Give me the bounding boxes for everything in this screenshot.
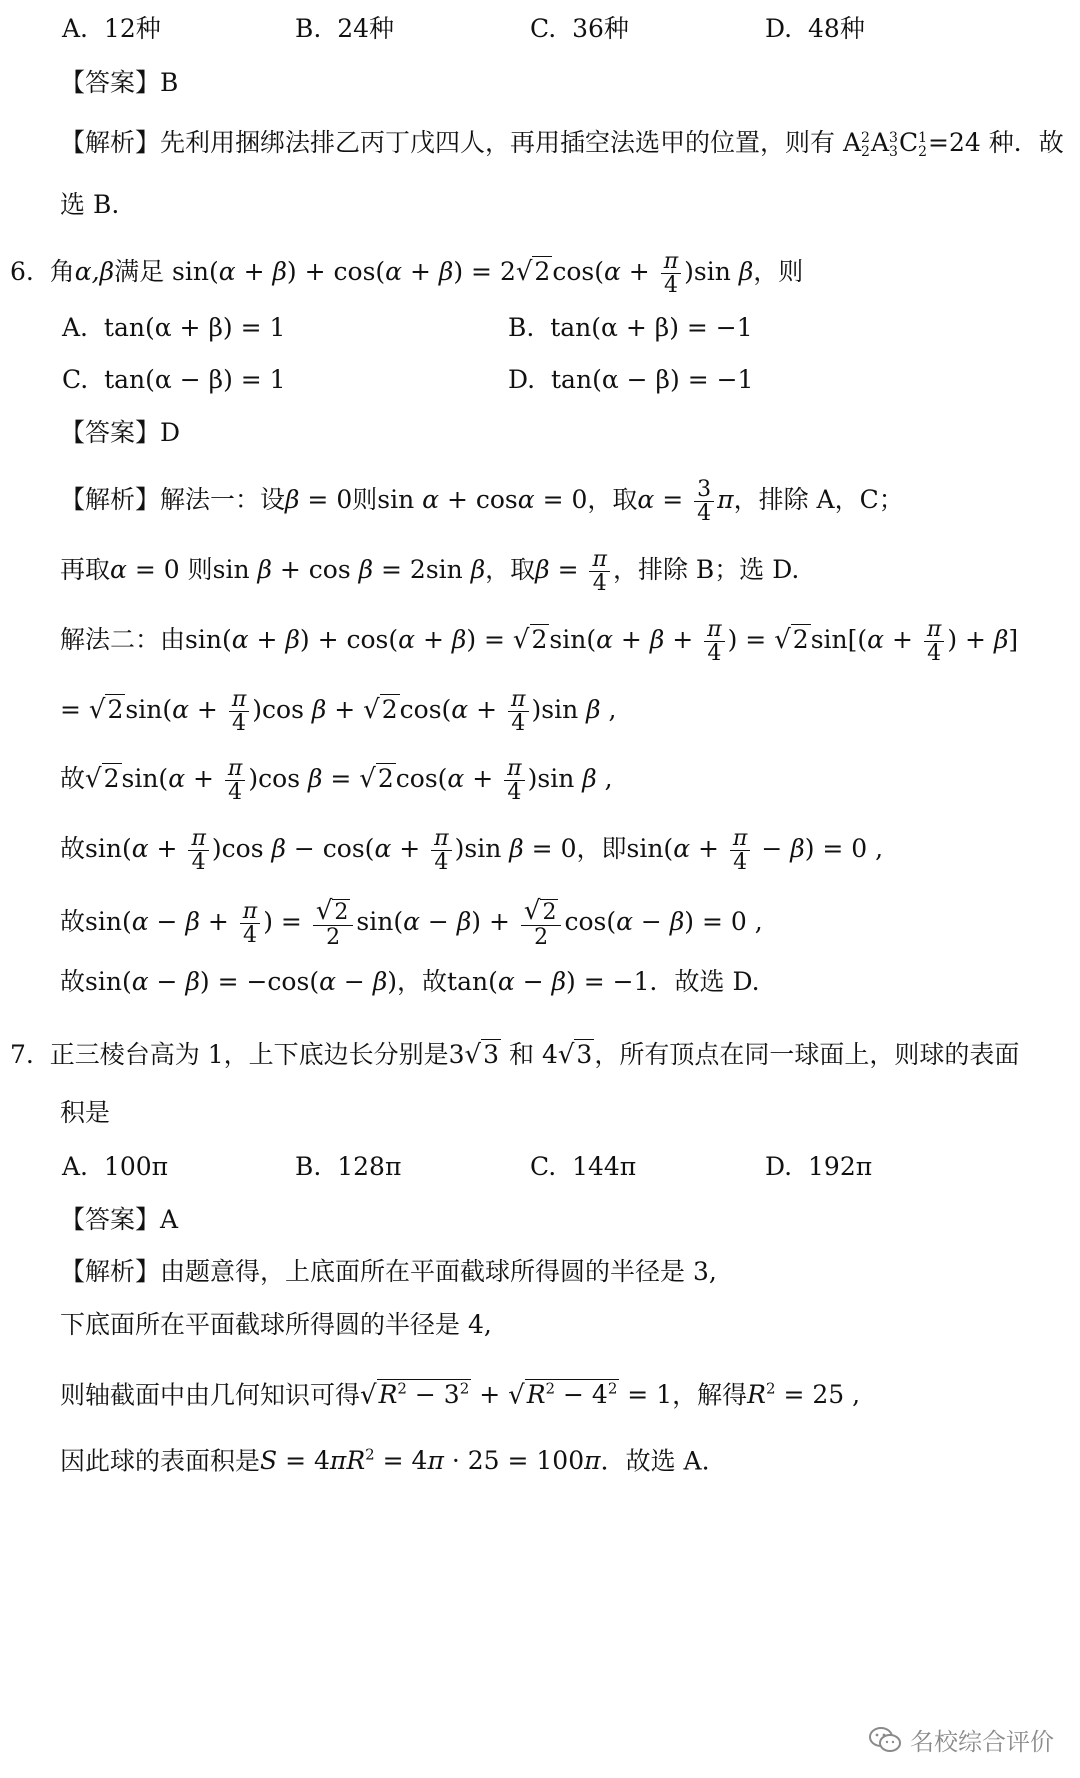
q6-option-d: D. tan(α − β) = −1 xyxy=(508,365,754,394)
q5-perm-formula: A 2 2 A 3 3 C 1 2 xyxy=(842,128,928,160)
q7-option-b: B. 128π xyxy=(295,1152,402,1181)
q6-method2-line5: 故sin(α − β + $\frac{\pi}{4}$ ) = $\frac{√2}{2}$ sin(α − β) + $\frac{√2}{2}$ cos(α − β) = 0 , xyxy=(60,896,763,951)
q7-answer: 【答案】A xyxy=(60,1205,179,1234)
q6-condition-formula: sin(α + β) + cos(α + β) = 2√2cos(α + $\frac{\pi}{4}$ )sin β xyxy=(172,249,754,299)
q5-analysis-line1: 【解析】先利用捆绑法排乙丙丁戊四人，再用插空法选甲的位置，则有 A 2 2 A 3 3 C 1 2 =24 种．故 xyxy=(60,128,1064,160)
q7-analysis-line4: 因此球的表面积是$S = 4\pi R^2 = 4\pi \cdot 25 = 100\pi$．故选 A. xyxy=(60,1446,710,1476)
q7-stem-line1: 7. 正三棱台高为 1，上下底边长分别是3√3 和 4√3，所有顶点在同一球面上，则球的表面 xyxy=(10,1040,1020,1070)
q6-method1-line1: 【解析】解法一：设β = 0则sin α + cosα = 0，取α = $\frac{3}{4}$ π，排除 A，C； xyxy=(60,477,904,527)
wechat-icon xyxy=(868,1726,902,1754)
q5-option-a: A. 12种 xyxy=(62,14,161,43)
watermark-text: 名校综合评价 xyxy=(910,1728,1054,1756)
q6-method2-line2: = √2sin(α + $\frac{\pi}{4}$ )cos β + √2cos(α + $\frac{\pi}{4}$ )sin β , xyxy=(60,687,617,737)
q6-stem: 6. 角α,β满足 sin(α + β) + cos(α + β) = 2√2cos(α + $\frac{\pi}{4}$ )sin β，则 xyxy=(10,249,804,299)
q5-option-d: D. 48种 xyxy=(765,14,865,43)
q6-method2-line4: 故sin(α + $\frac{\pi}{4}$ )cos β − cos(α + $\frac{\pi}{4}$ )sin β = 0，即sin(α + $\frac{\pi}{4}$ − β) = 0 , xyxy=(60,826,884,876)
q6-method2-line3: 故√2sin(α + $\frac{\pi}{4}$ )cos β = √2cos(α + $\frac{\pi}{4}$ )sin β , xyxy=(60,756,613,806)
q6-method2-line1: 解法二：由sin(α + β) + cos(α + β) = √2sin(α + β + $\frac{\pi}{4}$ ) = √2sin[(α + $\frac{\pi}{4}$ ) + β] xyxy=(60,617,1019,667)
q7-option-a: A. 100π xyxy=(62,1152,169,1181)
q7-option-c: C. 144π xyxy=(530,1152,637,1181)
q6-option-b: B. tan(α + β) = −1 xyxy=(508,313,753,342)
q6-option-a: A. tan(α + β) = 1 xyxy=(62,313,286,342)
q6-option-c: C. tan(α − β) = 1 xyxy=(62,365,286,394)
q6-method2-line6: 故sin(α − β) = −cos(α − β)，故tan(α − β) = −1．故选 D. xyxy=(60,967,760,996)
q6-answer: 【答案】D xyxy=(60,418,181,447)
q7-analysis-line3: 则轴截面中由几何知识可得$√R^2 - 3^2 + √R^2 - 4^2 = 1$，解得$R^2 = 25$ , xyxy=(60,1380,861,1411)
q7-analysis-line2: 下底面所在平面截球所得圆的半径是 4, xyxy=(60,1310,492,1339)
q6-method1-line2: 再取α = 0 则sin β + cos β = 2sin β，取β = $\frac{\pi}{4}$ ，排除 B；选 D. xyxy=(60,547,800,597)
watermark xyxy=(868,1722,1054,1757)
q5-analysis-line2: 选 B. xyxy=(60,190,120,219)
q5-option-c: C. 36种 xyxy=(530,14,629,43)
q7-stem-line2: 积是 xyxy=(60,1098,111,1127)
q5-option-b: B. 24种 xyxy=(295,14,395,43)
q5-answer: 【答案】B xyxy=(60,68,179,97)
q7-analysis-line1: 【解析】由题意得，上底面所在平面截球所得圆的半径是 3, xyxy=(60,1257,717,1286)
q7-option-d: D. 192π xyxy=(765,1152,873,1181)
